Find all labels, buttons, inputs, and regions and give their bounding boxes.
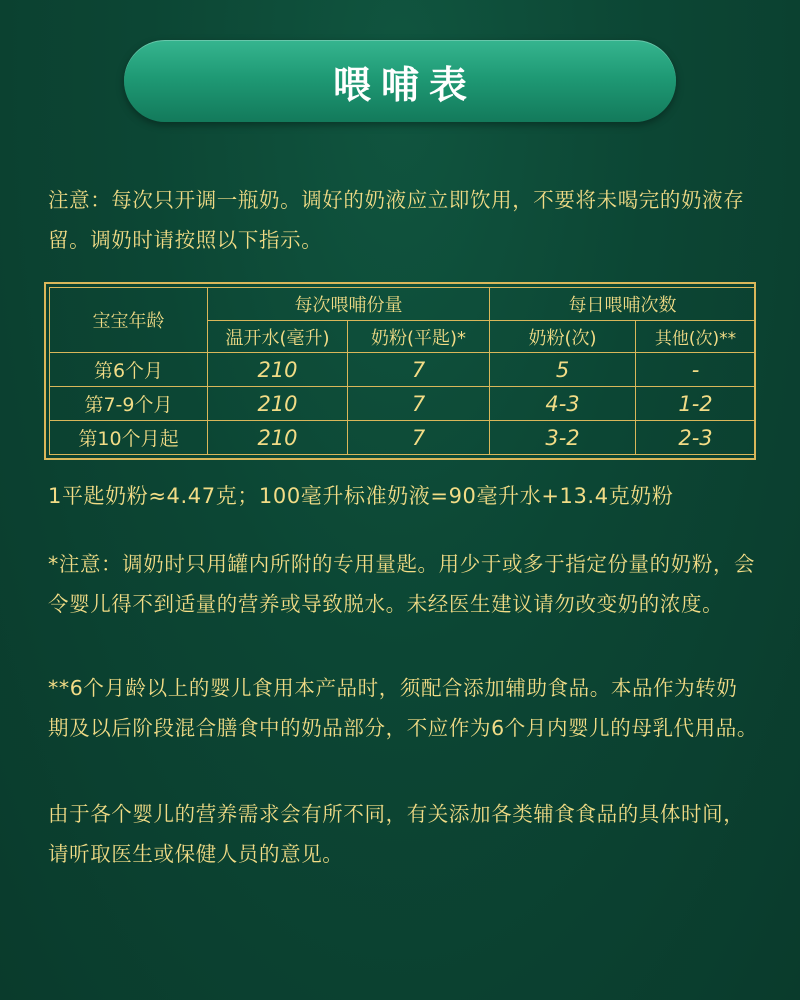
scoop-warning-note: *注意：调奶时只用罐内所附的专用量匙。用少于或多于指定份量的奶粉，会令婴儿得不到适量的营养或导致脱水。未经医生建议请勿改变奶的浓度。 bbox=[48, 552, 756, 616]
header-per-feed: 每次喂哺份量 bbox=[208, 288, 490, 321]
cell-age: 第10个月起 bbox=[50, 421, 208, 455]
table-header-row bbox=[50, 288, 756, 321]
header-water: 温开水(毫升) bbox=[208, 320, 348, 353]
scoop-conversion-note: 1平匙奶粉≈4.47克；100毫升标准奶液=90毫升水+13.4克奶粉 bbox=[48, 484, 674, 508]
cell-other-times: 2-3 bbox=[636, 421, 756, 455]
header-daily-feeds: 每日喂哺次数 bbox=[490, 288, 756, 321]
header-powder: 奶粉(平匙)* bbox=[348, 320, 490, 353]
cell-powder: 7 bbox=[348, 353, 490, 387]
table-row bbox=[50, 421, 756, 455]
cell-milk-times: 5 bbox=[490, 353, 636, 387]
cell-water: 210 bbox=[208, 387, 348, 421]
cell-milk-times: 3-2 bbox=[490, 421, 636, 455]
feeding-table bbox=[44, 282, 756, 460]
table-row bbox=[50, 353, 756, 387]
cell-other-times: 1-2 bbox=[636, 387, 756, 421]
page-title: 喂哺表 bbox=[332, 62, 477, 107]
header-age: 宝宝年龄 bbox=[50, 288, 208, 353]
cell-powder: 7 bbox=[348, 421, 490, 455]
table-row bbox=[50, 387, 756, 421]
cell-powder: 7 bbox=[348, 387, 490, 421]
preparation-note: 注意：每次只开调一瓶奶。调好的奶液应立即饮用，不要将未喝完的奶液存留。调奶时请按照以下指示。 bbox=[48, 188, 745, 252]
cell-age: 第7-9个月 bbox=[50, 387, 208, 421]
cell-water: 210 bbox=[208, 421, 348, 455]
header-milk-times: 奶粉(次) bbox=[490, 320, 636, 353]
doctor-advice-note: 由于各个婴儿的营养需求会有所不同，有关添加各类辅食食品的具体时间，请听取医生或保健人员的意见。 bbox=[48, 802, 745, 866]
cell-milk-times: 4-3 bbox=[490, 387, 636, 421]
complementary-food-note: **6个月龄以上的婴儿食用本产品时，须配合添加辅助食品。本品作为转奶期及以后阶段混合膳食中的奶品部分，不应作为6个月内婴儿的母乳代用品。 bbox=[48, 676, 758, 740]
cell-water: 210 bbox=[208, 353, 348, 387]
cell-age: 第6个月 bbox=[50, 353, 208, 387]
title-banner bbox=[124, 40, 676, 122]
header-other-times: 其他(次)** bbox=[636, 320, 756, 353]
cell-other-times: - bbox=[636, 353, 756, 387]
